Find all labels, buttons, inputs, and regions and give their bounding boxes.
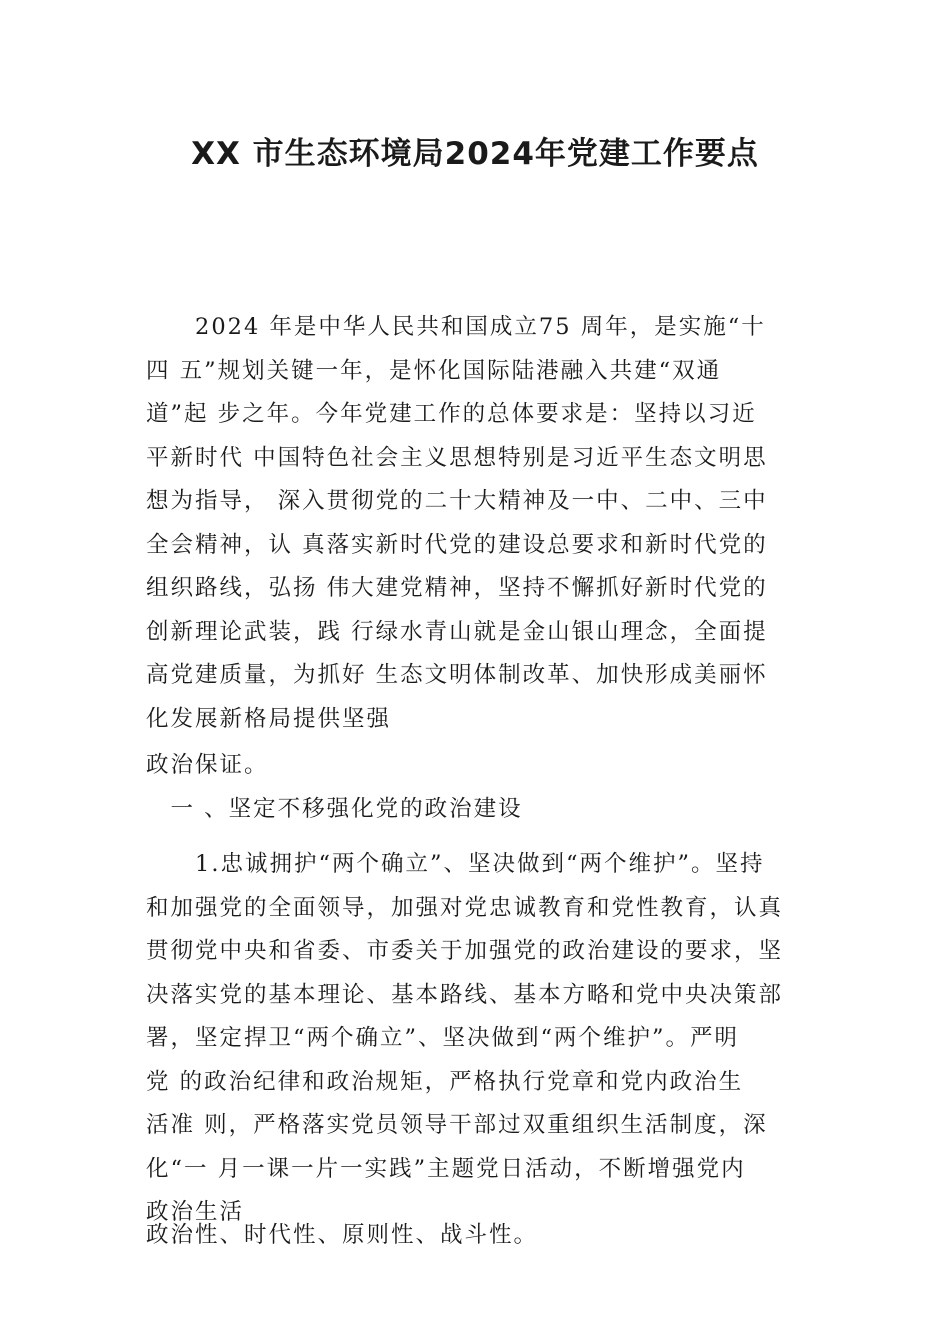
paragraph-line: 决落实党的基本理论、基本路线、基本方略和党中央决策部 [146, 981, 784, 1008]
paragraph-line: 1.忠诚拥护“两个确立”、坚决做到“两个维护”。坚持 [146, 851, 765, 877]
item1-continuation [146, 1214, 806, 1258]
paragraph-line: 高党建质量，为抓好 生态文明体制改革、加快形成美丽怀 [146, 662, 768, 688]
document-title: XX 市生态环境局2024年党建工作要点 [191, 136, 759, 172]
paragraph-line: 政治性、时代性、原则性、战斗性。 [146, 1222, 539, 1248]
paragraph-line: 化“一 月一课一片一实践”主题党日活动，不断增强党内 [146, 1155, 746, 1182]
section-heading-text: 一 、坚定不移强化党的政治建设 [146, 796, 523, 822]
paragraph-line: 平新时代 中国特色社会主义思想特别是习近平生态文明思 [146, 444, 768, 471]
paragraph-line: 2024 年是中华人民共和国成立75 周年，是实施“十 [146, 314, 766, 340]
paragraph-line: 贯彻党中央和省委、市委关于加强党的政治建设的要求，坚 [146, 938, 784, 964]
paragraph-line: 创新理论武装，践 行绿水青山就是金山银山理念，全面提 [146, 618, 768, 645]
paragraph-line: 活准 则，严格落实党员领导干部过双重组织生活制度，深 [146, 1112, 768, 1138]
paragraph-line: 政治生活 [146, 1199, 245, 1225]
item1-paragraph [146, 843, 806, 1235]
paragraph-line: 全会精神，认 真落实新时代党的建设总要求和新时代党的 [146, 531, 768, 558]
paragraph-line: 党 的政治纪律和政治规矩，严格执行党章和党内政治生 [146, 1068, 744, 1095]
paragraph-line: 四 五”规划关键一年，是怀化国际陆港融入共建“双通 [146, 357, 722, 384]
paragraph-line: 道”起 步之年。今年党建工作的总体要求是：坚持以习近 [146, 401, 757, 427]
intro-continuation [146, 744, 806, 788]
paragraph-line: 化发展新格局提供坚强 [146, 705, 392, 732]
paragraph-line: 想为指导， 深入贯彻党的二十大精神及一中、二中、三中 [146, 488, 768, 514]
paragraph-line: 组织路线，弘扬 伟大建党精神，坚持不懈抓好新时代党的 [146, 575, 768, 601]
section-heading [146, 788, 806, 832]
paragraph-line: 政治保证。 [146, 752, 269, 778]
paragraph-line: 署，坚定捍卫“两个确立”、坚决做到“两个维护”。严明 [146, 1025, 740, 1051]
paragraph-line: 和加强党的全面领导，加强对党忠诚教育和党性教育，认真 [146, 894, 784, 921]
intro-paragraph [146, 306, 806, 741]
